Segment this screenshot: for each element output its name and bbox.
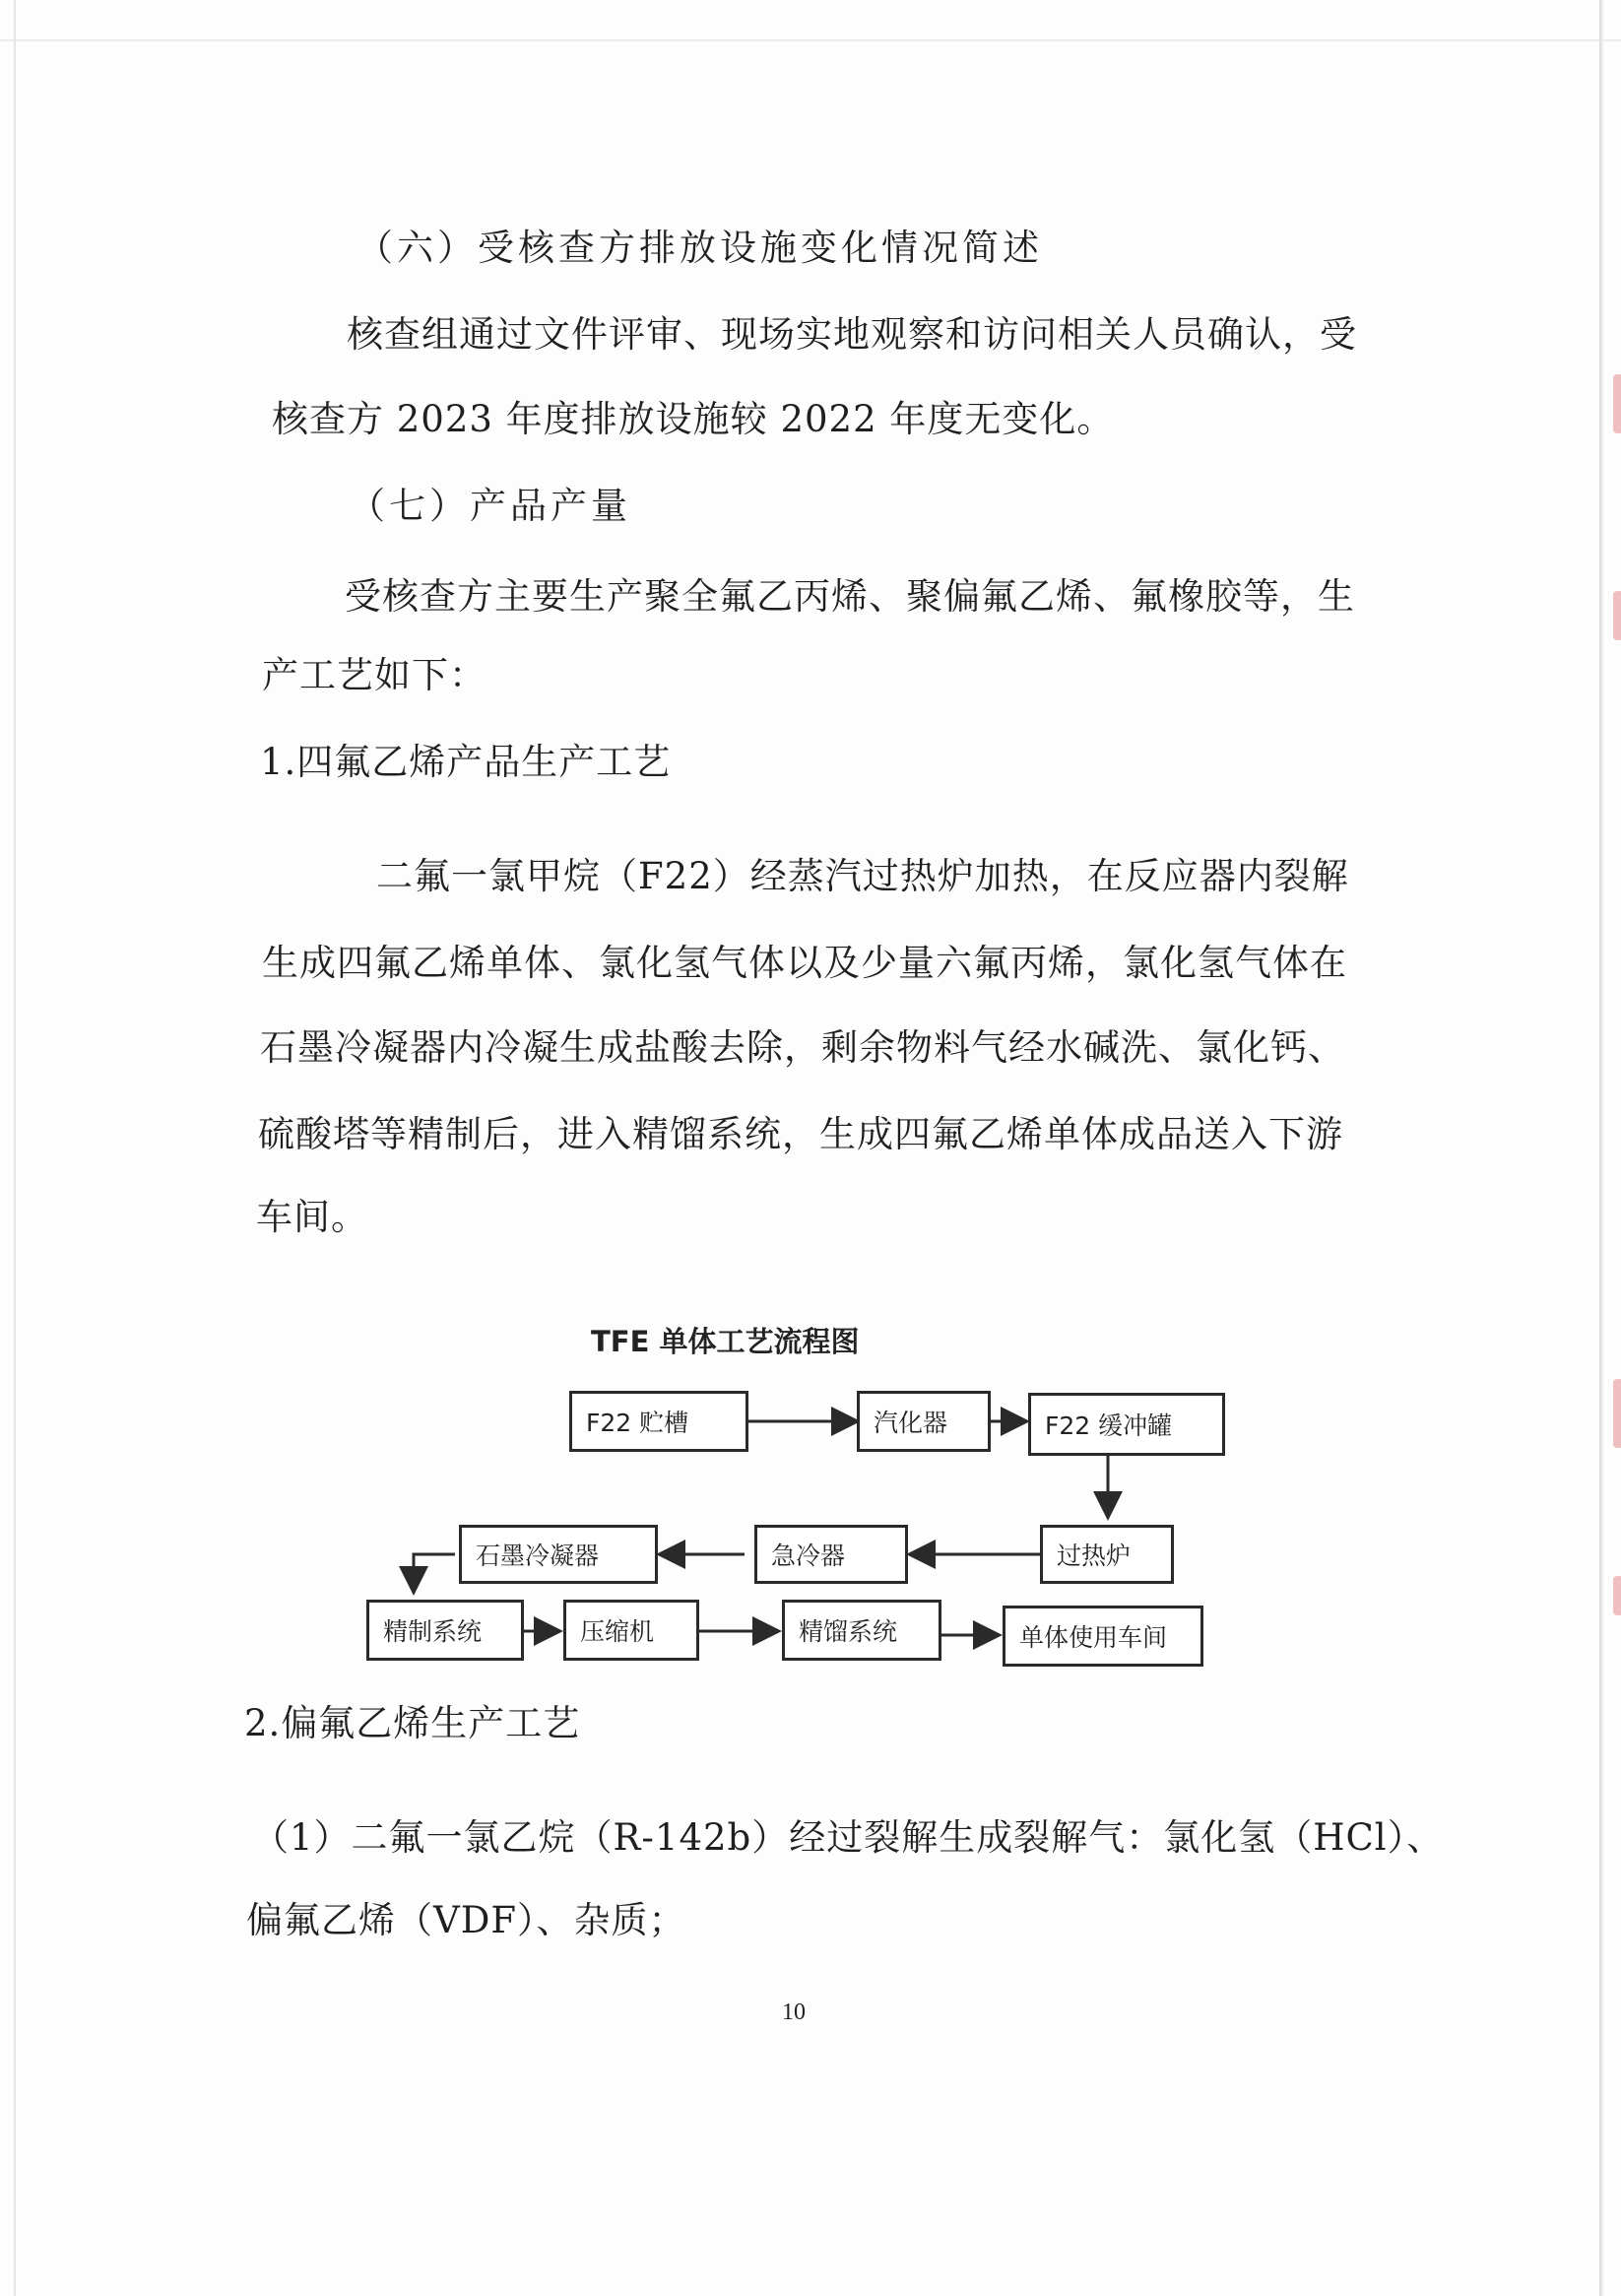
node-refining-system: 精制系统 (366, 1600, 524, 1661)
node-monomer-workshop: 单体使用车间 (1003, 1606, 1203, 1667)
section6-line-2: 核查方 2023 年度排放设施较 2022 年度无变化。 (272, 398, 1115, 440)
sub1-heading: 1.四氟乙烯产品生产工艺 (260, 741, 672, 783)
sub2-line-1: （1）二氟一氯乙烷（R-142b）经过裂解生成裂解气：氯化氢（HCl）、 (252, 1816, 1445, 1859)
tfe-process-flowchart (345, 1300, 1251, 1694)
sub1-line-2: 生成四氟乙烯单体、氯化氢气体以及少量六氟丙烯，氯化氢气体在 (262, 942, 1347, 984)
seal-mark (1613, 1379, 1621, 1448)
section7-heading: （七）产品产量 (349, 485, 631, 527)
sub1-line-1: 二氟一氯甲烷（F22）经蒸汽过热炉加热，在反应器内裂解 (376, 855, 1349, 897)
node-distillation-system: 精馏系统 (782, 1600, 941, 1661)
sub2-heading: 2.偏氟乙烯生产工艺 (244, 1702, 581, 1744)
node-f22-buffer: F22 缓冲罐 (1028, 1393, 1225, 1456)
node-superheater: 过热炉 (1040, 1525, 1174, 1584)
seal-mark (1613, 1576, 1621, 1615)
page-number: 10 (782, 2000, 806, 2025)
node-graphite-condenser: 石墨冷凝器 (459, 1525, 658, 1584)
section6-line-1: 核查组通过文件评审、现场实地观察和访问相关人员确认，受 (347, 313, 1357, 356)
scan-edge-left (14, 0, 16, 2296)
node-quench: 急冷器 (754, 1525, 908, 1584)
seal-mark (1613, 591, 1621, 640)
node-compressor: 压缩机 (563, 1600, 699, 1661)
sub2-line-2: 偏氟乙烯（VDF）、杂质； (246, 1899, 686, 1941)
arrow-condenser-to-refining (414, 1554, 455, 1590)
node-vaporizer: 汽化器 (857, 1391, 991, 1452)
scan-edge-top (0, 39, 1621, 41)
sub1-line-4: 硫酸塔等精制后，进入精馏系统，生成四氟乙烯单体成品送入下游 (258, 1113, 1343, 1155)
sub1-line-3: 石墨冷凝器内冷凝生成盐酸去除，剩余物料气经水碱洗、氯化钙、 (260, 1026, 1345, 1069)
seal-mark (1613, 374, 1621, 433)
section7-line-2: 产工艺如下： (262, 654, 486, 696)
node-f22-tank: F22 贮槽 (569, 1391, 748, 1452)
sub1-line-5: 车间。 (256, 1196, 368, 1238)
section6-heading: （六）受核查方排放设施变化情况简述 (357, 227, 1043, 269)
section7-line-1: 受核查方主要生产聚全氟乙丙烯、聚偏氟乙烯、氟橡胶等，生 (345, 575, 1355, 618)
scan-edge-right (1599, 0, 1603, 2296)
flowchart-title: TFE 单体工艺流程图 (591, 1325, 860, 1358)
